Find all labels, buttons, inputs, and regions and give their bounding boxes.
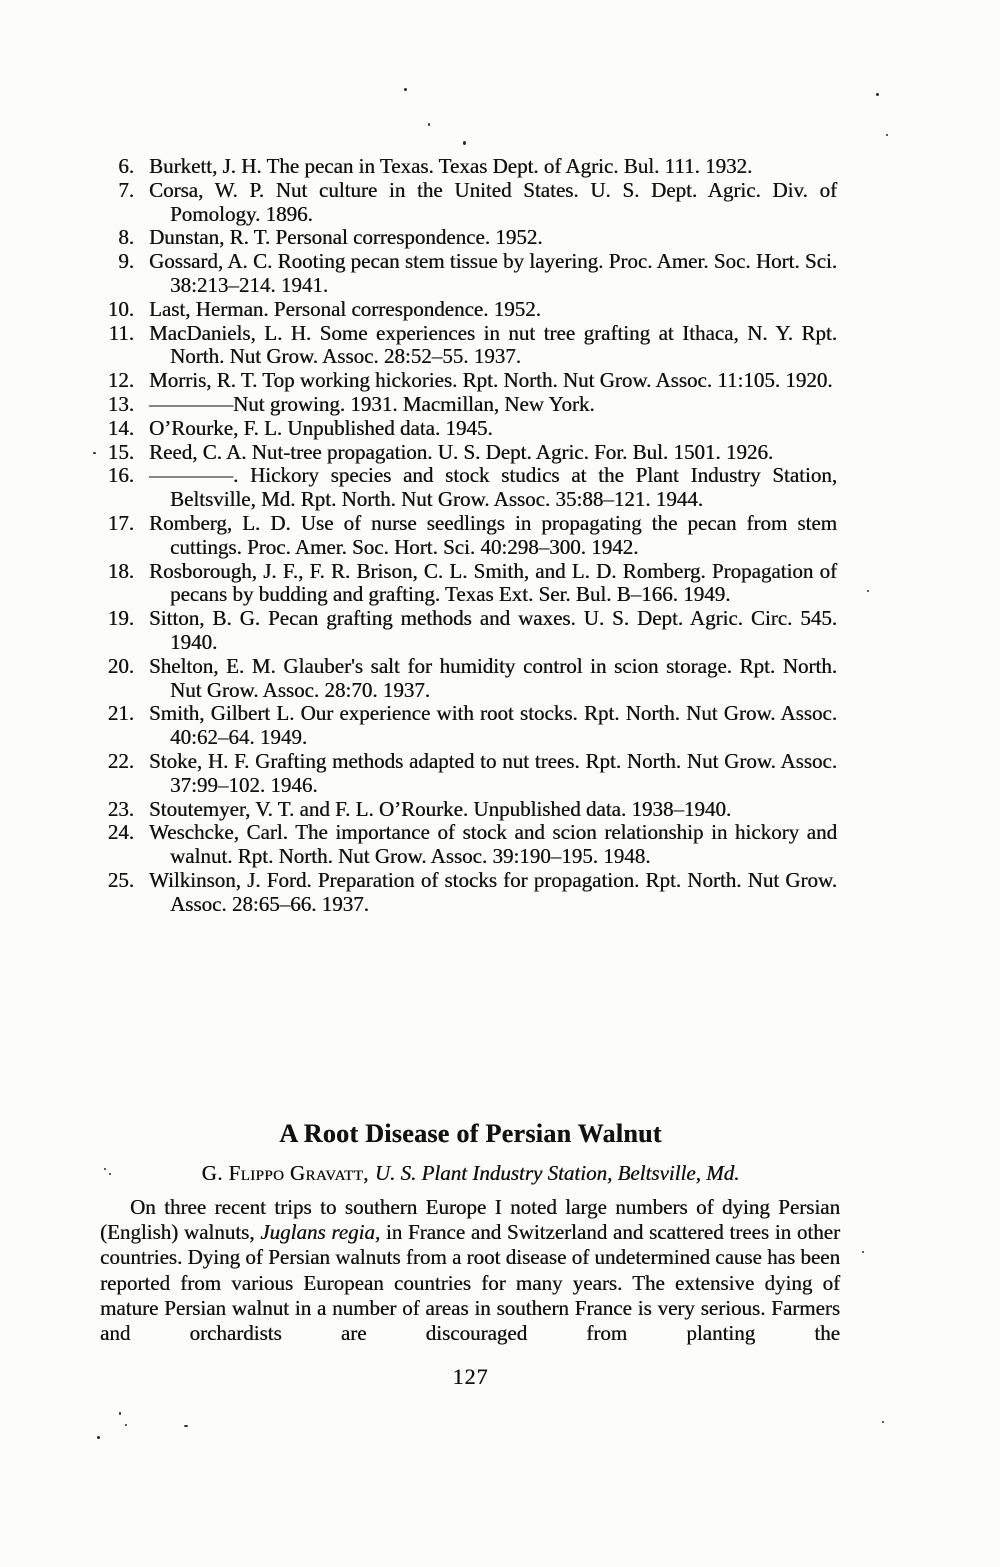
reference-item (104, 798, 837, 822)
article-paragraph (100, 1195, 840, 1346)
reference-number: 11. (108, 320, 134, 345)
reference-text: Burkett, J. H. The pecan in Texas. Texas Dept. of Agric. Bul. 111. 1932. (149, 154, 753, 178)
page-number: 127 (452, 1364, 489, 1389)
reference-number: 22. (107, 748, 134, 773)
reference-number: 9. (118, 249, 134, 274)
reference-item (104, 464, 837, 512)
reference-item (104, 607, 837, 655)
reference-number: 19. (107, 606, 134, 631)
reference-item (104, 560, 837, 608)
reference-item (104, 369, 837, 393)
paragraph-text: On three recent trips to southern Europe I noted large numbers of dying Persian (English) walnuts, (100, 1195, 840, 1245)
author-name: G. Flippo Gravatt, (201, 1161, 369, 1185)
scan-speck (119, 1412, 121, 1415)
reference-text: MacDaniels, L. H. Some experiences in nut tree grafting at Ithaca, N. Y. Rpt. North. Nut Grow. Assoc. 28:52–55. 1937. (149, 320, 837, 369)
reference-text: Reed, C. A. Nut-tree propagation. U. S. Dept. Agric. For. Bul. 1501. 1926. (149, 439, 774, 464)
scan-speck (882, 1421, 884, 1423)
reference-text: Smith, Gilbert L. Our experience with root stocks. Rpt. North. Nut Grow. Assoc. 40:62–64. 1949. (149, 701, 837, 750)
reference-number: 15. (107, 439, 134, 464)
article-byline (104, 1160, 837, 1186)
scan-speck (104, 1168, 106, 1170)
reference-item (104, 322, 837, 370)
reference-text: Stoke, H. F. Grafting methods adapted to nut trees. Rpt. North. Nut Grow. Assoc. 37:99–102. 1946. (149, 748, 837, 797)
reference-number: 8. (118, 225, 134, 250)
reference-text: Gossard, A. C. Rooting pecan stem tissue by layering. Proc. Amer. Soc. Hort. Sci. 38:213–214. 1941. (149, 249, 837, 297)
scan-speck (184, 1425, 188, 1427)
reference-list (104, 155, 837, 917)
author-affiliation: U. S. Plant Industry Station, Beltsville, Md. (374, 1161, 740, 1185)
reference-item (104, 250, 837, 298)
reference-number: 13. (107, 391, 134, 416)
scan-speck (886, 134, 888, 136)
scan-speck (463, 141, 466, 145)
scan-speck (109, 1173, 111, 1175)
reference-text: Dunstan, R. T. Personal correspondence. 1952. (149, 225, 543, 250)
reference-text: Sitton, B. G. Pecan grafting methods and waxes. U. S. Dept. Agric. Circ. 545. 1940. (149, 606, 837, 654)
reference-number: 10. (107, 296, 134, 321)
reference-text: Stoutemyer, V. T. and F. L. O’Rourke. Unpublished data. 1938–1940. (149, 796, 732, 821)
reference-number: 21. (107, 701, 134, 726)
reference-item (104, 441, 837, 465)
reference-text: ————Nut growing. 1931. Macmillan, New York. (149, 391, 595, 416)
reference-item (104, 702, 837, 750)
reference-text: Shelton, E. M. Glauber's salt for humidity control in scion storage. Rpt. North. Nut Grow. Assoc. 28:70. 1937. (149, 653, 837, 702)
article-title: A Root Disease of Persian Walnut (279, 1119, 662, 1148)
reference-number: 12. (107, 368, 134, 393)
reference-number: 14. (107, 415, 134, 440)
reference-item (104, 869, 837, 917)
reference-item (104, 179, 837, 227)
reference-number: 18. (107, 558, 134, 583)
reference-number: 23. (107, 796, 134, 821)
scan-speck (93, 452, 96, 454)
reference-item (104, 393, 837, 417)
reference-item (104, 750, 837, 798)
reference-item (104, 226, 837, 250)
reference-number: 25. (107, 867, 134, 892)
reference-item (104, 512, 837, 560)
species-name-italic: Juglans regia, (260, 1220, 381, 1245)
reference-item (104, 155, 837, 179)
scan-speck (428, 123, 430, 126)
reference-text: Romberg, L. D. Use of nurse seedlings in propagating the pecan from stem cuttings. Proc. Amer. Soc. Hort. Sci. 40:298–300. 1942. (149, 510, 837, 559)
reference-number: 24. (107, 820, 134, 845)
reference-item (104, 298, 837, 322)
reference-text: Last, Herman. Personal correspondence. 1952. (149, 296, 541, 321)
reference-item (104, 821, 837, 869)
reference-text: Rosborough, J. F., F. R. Brison, C. L. Smith, and L. D. Romberg. Propagation of pecans by budding and grafting. Texas Ext. Ser. Bul. B–166. 1949. (149, 558, 837, 607)
scan-speck (876, 93, 879, 96)
reference-number: 16. (107, 463, 134, 488)
reference-number: 17. (107, 510, 134, 535)
reference-text: Wilkinson, J. Ford. Preparation of stocks for propagation. Rpt. North. Nut Grow. Assoc. 28:65–66. 1937. (149, 867, 837, 916)
scan-speck (97, 1436, 100, 1439)
reference-text: Corsa, W. P. Nut culture in the United States. U. S. Dept. Agric. Div. of Pomology. 1896. (149, 177, 837, 226)
reference-text: Morris, R. T. Top working hickories. Rpt. North. Nut Grow. Assoc. 11:105. 1920. (149, 368, 833, 393)
reference-number: 7. (118, 177, 134, 202)
reference-number: 6. (118, 154, 134, 178)
reference-text: ————. Hickory species and stock studics at the Plant Industry Station, Beltsville, Md. Rpt. North. Nut Grow. Assoc. 35:88–121. 1944. (149, 463, 837, 512)
scan-speck (862, 1251, 864, 1253)
reference-text: Weschcke, Carl. The importance of stock and scion relationship in hickory and walnut. Rpt. North. Nut Grow. Assoc. 39:190–195. 1948. (149, 820, 837, 869)
reference-item (104, 417, 837, 441)
reference-number: 20. (107, 653, 134, 678)
scan-speck (404, 88, 407, 91)
reference-text: O’Rourke, F. L. Unpublished data. 1945. (149, 415, 493, 440)
scan-speck (867, 590, 869, 592)
reference-item (104, 655, 837, 703)
scan-speck (125, 1424, 127, 1426)
paragraph-text: in France and Switzerland and scattered trees in other countries. Dying of Persian walnuts from a root disease of undetermined cause has been reported from various European countries for many years. The extensive dying of mature Persian walnut in a number of areas in southern France is very serious. Farmers and orchardists are discouraged from planting the (100, 1220, 840, 1346)
